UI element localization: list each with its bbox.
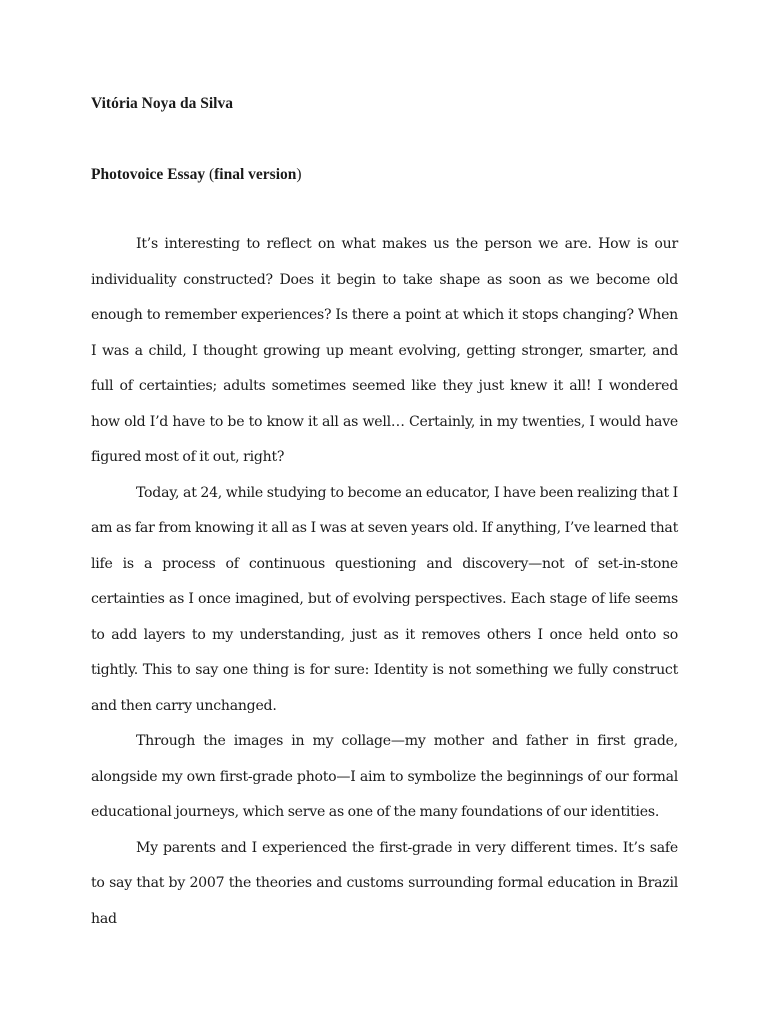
essay-title-paren-close: ): [296, 166, 302, 183]
paragraph-4: My parents and I experienced the first-grade in very different times. It’s safe to say that by 2007 the theories and customs surrounding formal education in Brazil had: [91, 839, 678, 927]
essay-title-version: final version: [214, 166, 297, 183]
paragraph-3: Through the images in my collage—my mother and father in first grade, alongside my own first-grade photo—I aim to symbolize the beginnings of our formal educational journeys, which serve as one of the many foundations of our identities.: [91, 733, 678, 820]
essay-title-main: Photovoice Essay: [91, 166, 206, 183]
author-name: Vitória Noya da Silva: [91, 95, 233, 112]
essay-body: [91, 227, 678, 937]
paragraph-2: Today, at 24, while studying to become an educator, I have been realizing that I am as far from knowing it all as I was at seven years old. If anything, I’ve learned that life is a process of continuous questioning and discovery—not of set-in-stone certainties as I once imagined, but of evolving perspectives. Each stage of life seems to add layers to my understanding, just as it removes others I once held onto so tightly. This to say one thing is for sure: Identity is not something we fully construct and then carry unchanged.: [91, 484, 678, 714]
essay-title-paren-open: (: [205, 166, 215, 183]
essay-title: [91, 165, 302, 185]
paragraph-1: It’s interesting to reflect on what makes us the person we are. How is our individuality constructed? Does it begin to take shape as soon as we become old enough to remember experiences? Is there a point at which it stops changing? When I was a child, I thought growing up meant evolving, getting stronger, smarter, and full of certainties; adults sometimes seemed like they just knew it all! I wondered how old I’d have to be to know it all as well… Certainly, in my twenties, I would have figured most of it out, right?: [91, 236, 678, 465]
